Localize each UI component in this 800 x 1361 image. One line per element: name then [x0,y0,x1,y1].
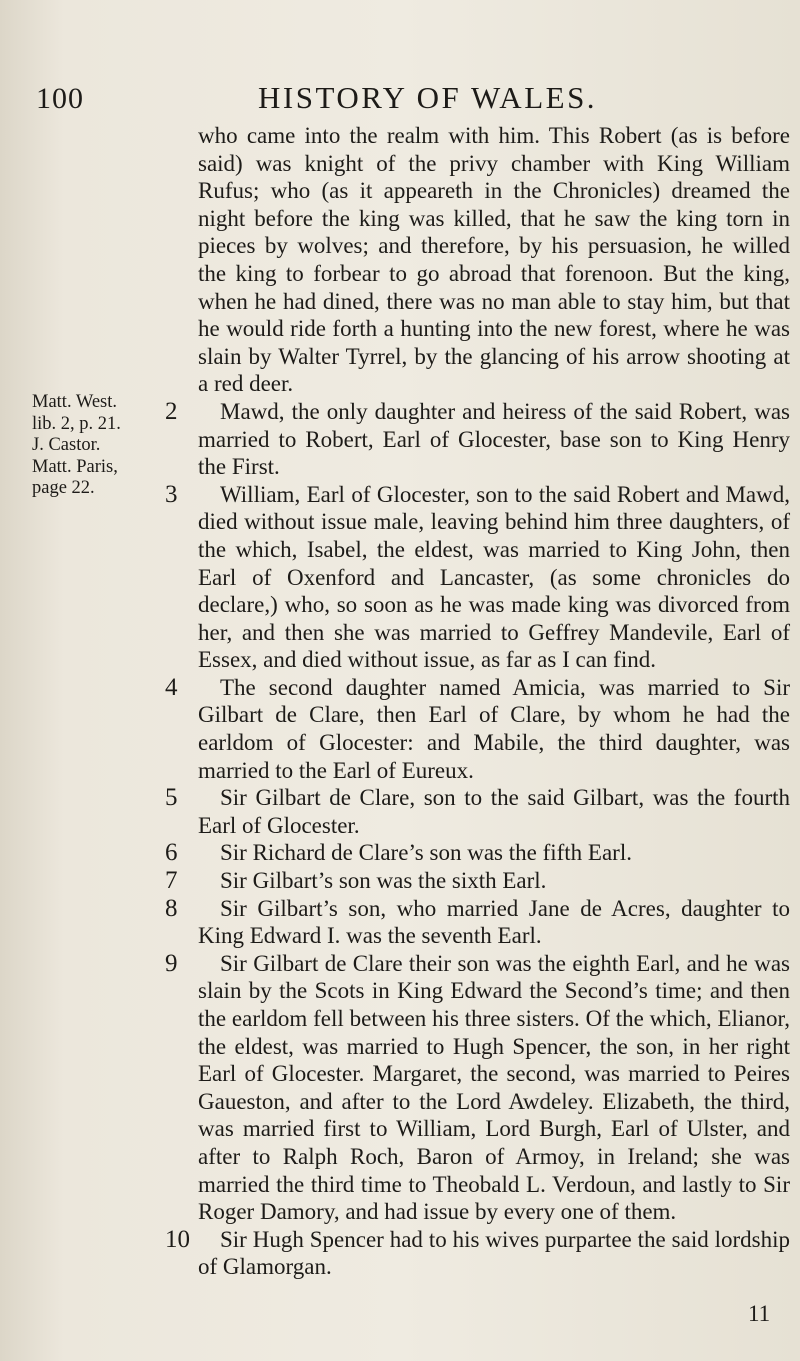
paragraph-text: Sir Gilbart’s son, who married Jane de Acres, daughter to King Edward I. was the seventh Earl. [198,895,790,949]
paragraph-text: Sir Hugh Spencer had to his wives purpartee the said lordship of Glamorgan. [198,1226,790,1280]
paragraph [198,122,790,398]
paragraph-number: 5 [165,784,178,812]
paragraph-text: Sir Gilbart’s son was the sixth Earl. [220,868,547,894]
paragraph-text: Sir Richard de Clare’s son was the fifth Earl. [220,840,632,866]
body-text [165,122,790,1281]
paragraph-text: The second daughter named Amicia, was married to Sir Gilbart de Clare, then Earl of Clare, by whom he had the earldom of Glocester: and Mabile, the third daughter, was married to the Earl of Eureux. [198,674,790,783]
margin-note: page 22. [32,478,95,498]
margin-note: lib. 2, p. 21. [32,413,121,434]
paragraph [165,1225,790,1281]
paragraph-number: 3 [165,480,178,508]
paragraph-text: who came into the realm with him. This Robert (as is before said) was knight of the privy chamber with King William Rufus; who (as it appeareth in the Chronicles) dreamed the night before the king was killed, that he saw the king torn in pieces by wolves; and therefore, by his persuasion, he willed the king to forbear to go abroad that forenoon. But the king, when he had dined, there was no man able to stay him, but that he would ride forth a hunting into the new forest, where he was slain by Walter Tyrrel, by the glancing of his arrow shooting at a red deer. [198,123,790,397]
margin-note: Matt. Paris, [32,456,118,477]
catchword: 11 [748,1301,771,1326]
paragraph-number: 10 [165,1225,190,1253]
paragraph-text: Mawd, the only daughter and heiress of the said Robert, was married to Robert, Earl of Glocester, base son to King Henry the First. [198,398,790,480]
margin-note: Matt. West. [32,392,118,412]
paragraph [165,397,790,481]
paragraph-number: 2 [165,397,178,425]
margin-note: J. Castor. [32,435,101,455]
paragraph-number: 8 [165,894,178,922]
paragraph-number: 9 [165,949,178,977]
paragraph [165,784,790,839]
paragraph [165,894,790,950]
paragraph [165,480,790,674]
paragraph [165,673,790,784]
paragraph-number: 6 [165,839,178,867]
margin-notes [32,392,152,500]
paragraph-text: Sir Gilbart de Clare their son was the eighth Earl, and he was slain by the Scots in King Edward the Second’s time; and then the earldom fell between his three sisters. Of the which, Elianor, the eldest, was married to Hugh Spencer, the son, in her right Earl of Glocester. Margaret, the second, was married to Peires Gaueston, and after to the Lord Awdeley. Elizabeth, the third, was married first to William, Lord Burgh, Earl of Ulster, and after to Ralph Roch, Baron of Armoy, in Ireland; she was married the third time to Theobald L. Verdoun, and lastly to Sir Roger Damory, and had issue by every one of them. [198,950,790,1225]
paragraph [165,839,790,867]
paragraph [165,867,790,895]
running-title: HISTORY OF WALES. [258,80,598,115]
paragraph-text: William, Earl of Glocester, son to the said Robert and Mawd, died without issue male, leaving behind him three daughters, of the which, Isabel, the eldest, was married to King John, then Earl of Oxenford and Lancaster, (as some chronicles do declare,) who, so soon as he was made king was divorced from her, and then she was married to Geffrey Mandevile, Earl of Essex, and died without issue, as far as I can find. [198,481,790,673]
paragraph-text: Sir Gilbart de Clare, son to the said Gilbart, was the fourth Earl of Glocester. [198,785,790,838]
paragraph-number: 4 [165,673,178,701]
paragraph-number: 7 [165,867,178,895]
page-number: 100 [36,82,84,115]
paragraph [165,949,790,1226]
